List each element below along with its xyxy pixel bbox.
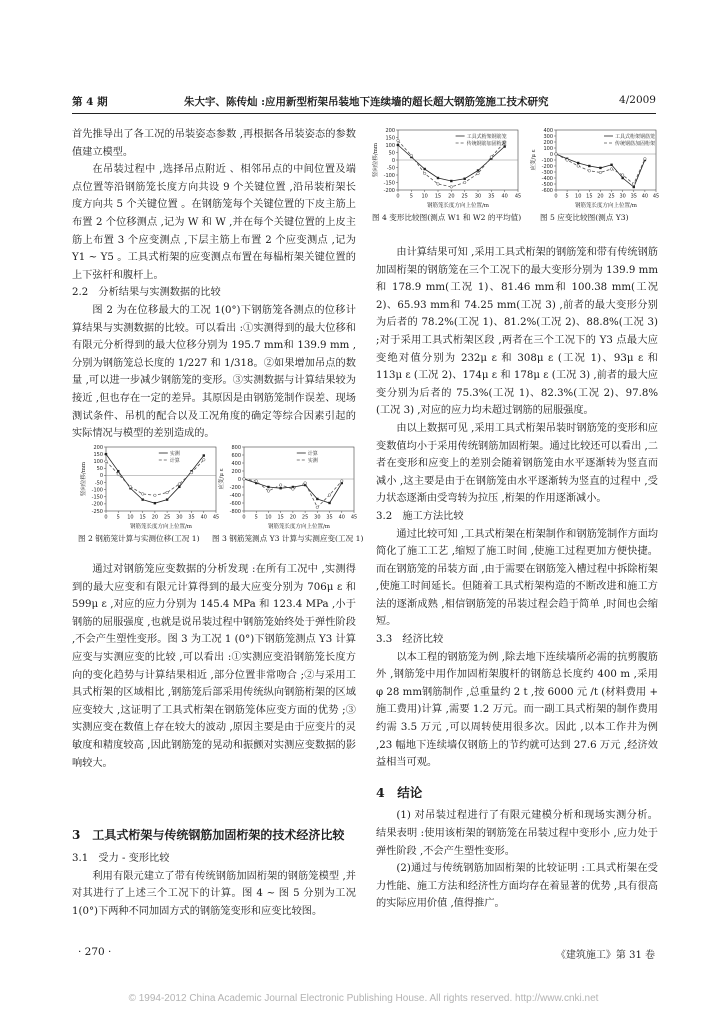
y-tick-label: -150: [383, 180, 395, 187]
section-3-title: 3 工具式桁架与传统钢筋加固桁架的技术经济比较: [72, 828, 345, 842]
paragraph-measure-points: 在吊装过程中 ,选择吊点附近 、相邻吊点的中间位置及端点位置等沿钢筋笼长度方向共设 9 个关键位置 ,沿吊装桁架长度方向共 5 个关键位置 。在钢筋笼每个关键位置的下皮主筋上布置 2 个位移测点 ,记为 W 和 W ,并在每个关键位置的上皮主筋上布置 3 个应变测点 ,下层主筋上布置 2 个应变测点 ,记为 Y1 ~ Y5 。工具式桁架的应变测点布置在每榀桁架关键位置的上下弦杆和腹杆上。: [72, 164, 356, 281]
data-point: [304, 482, 307, 485]
x-tick-label: 20: [448, 193, 455, 200]
legend-label: 计算: [169, 457, 180, 464]
y-tick-label: -400: [229, 492, 241, 499]
y-axis-label: 竖向位移/mm: [373, 142, 379, 178]
data-point: [599, 171, 602, 174]
data-point: [267, 490, 270, 493]
y-tick-label: -600: [541, 187, 553, 194]
x-tick-label: 30: [619, 193, 626, 200]
data-point: [577, 162, 579, 164]
figure-2-chart: [80, 443, 220, 531]
left-column-top: [72, 126, 356, 443]
data-point: [316, 498, 318, 500]
left-column-section-3: [72, 826, 356, 920]
left-column-bottom: [72, 561, 356, 772]
x-tick-label: 25: [301, 514, 309, 521]
data-point: [316, 506, 319, 509]
legend-label: 传统钢筋加固桁架: [615, 140, 656, 147]
data-point: [178, 483, 181, 486]
data-point: [117, 470, 119, 472]
x-axis-label: 钢筋笼长度方向上位置/m: [426, 203, 490, 209]
data-point: [437, 183, 440, 186]
figure-4-chart: [372, 126, 522, 210]
data-point: [154, 494, 157, 497]
x-tick-label: 25: [608, 193, 615, 200]
x-tick-label: 15: [434, 193, 442, 200]
x-tick-label: 35: [488, 193, 495, 200]
x-tick-label: 45: [350, 514, 358, 521]
series-line: [398, 145, 505, 181]
data-point: [340, 480, 343, 483]
x-tick-label: 15: [139, 514, 146, 521]
x-tick-label: 10: [127, 514, 134, 521]
x-tick-label: 45: [514, 193, 522, 200]
figure-2-caption: 图 2 钢筋笼计算与实测位移(工况 1): [78, 534, 200, 543]
data-point: [255, 480, 258, 483]
paragraph-fig2: 图 2 为在位移最大的工况 1(0°)下钢筋笼各测点的位移计算结果与实测数据的比较。可以看出 :①实测得到的最大位移和有限元分析得到的最大位移分别为 195.7 mm和 139.9 mm ,分别为钢筋笼总长度的 1/227 和 1/318。②如果增加吊点的数量 ,可以进一步减少钢筋笼的变形。③实测数据与计算结果较为接近 ,但也存在一定的差异。其原因是由钢筋笼制作误差、现场测试条件、吊机的配合以及工况角度的确定等综合因素引起的实际情况与模型的差别造成的。: [72, 304, 356, 440]
section-2-2-title: 2.2 分析结果与实测数据的比较: [72, 287, 221, 299]
y-tick-label: 100: [543, 145, 553, 152]
y-tick-label: 0: [549, 151, 553, 158]
y-tick-label: -600: [229, 500, 241, 507]
figure-3: [218, 443, 358, 531]
data-point: [117, 473, 120, 476]
y-tick-label: -200: [91, 501, 103, 508]
data-point: [610, 168, 613, 171]
y-tick-label: -50: [94, 480, 103, 487]
data-point: [328, 494, 331, 497]
x-tick-label: 15: [277, 514, 284, 521]
figure-2: [80, 443, 220, 531]
running-header: [72, 94, 656, 112]
x-tick-label: 5: [254, 514, 258, 521]
paragraph-3-1: 利用有限元建立了带有传统钢筋加固桁架的钢筋笼模型 ,并对其进行了上述三个工况下的计算。图 4 ~ 图 5 分别为工况 1(0°)下两种不同加固方式的钢筋笼变形和应变比较图。: [72, 870, 356, 917]
y-tick-label: 300: [543, 133, 553, 140]
x-tick-label: 20: [151, 514, 159, 521]
data-point: [141, 493, 144, 496]
y-axis-label: 应变/μ ε: [219, 468, 225, 490]
data-point: [292, 488, 295, 491]
header-rule: [72, 113, 656, 114]
data-point: [588, 165, 590, 167]
x-axis-label: 钢筋笼长度方向上位置/m: [267, 524, 331, 530]
data-point: [267, 486, 269, 488]
figure-5-chart: [530, 126, 660, 210]
data-point: [105, 460, 108, 463]
data-point: [202, 459, 205, 462]
data-point: [477, 172, 480, 175]
x-tick-label: 0: [242, 514, 246, 521]
data-point: [633, 186, 635, 188]
data-point: [190, 471, 193, 474]
y-tick-label: 200: [543, 139, 553, 146]
data-point: [437, 177, 439, 179]
y-tick-label: 200: [231, 468, 241, 475]
section-3-3-title: 3.3 经济比较: [376, 634, 444, 646]
data-point: [621, 177, 623, 179]
copyright-footer: © 1994-2012 China Academic Journal Electronic Publishing House. All rights reserved. http://www.cnki.net: [128, 993, 599, 1004]
data-point: [477, 169, 479, 171]
x-tick-label: 5: [565, 193, 569, 200]
y-tick-label: 150: [385, 135, 395, 142]
y-tick-label: -200: [383, 187, 395, 194]
conclusion-2: (2)通过与传统钢筋加固桁架的比较证明 :工具式桁架在受力性能、施工方法和经济性方面均存在着显著的优势 ,具有很高的实际应用价值 ,值得推广。: [376, 863, 658, 910]
figure-5: [530, 126, 660, 210]
y-tick-label: 200: [385, 127, 395, 134]
legend-label: 实测: [307, 457, 318, 464]
running-title: 朱大宇、陈传灿 :应用新型桁架吊装地下连续墙的超长超大钢筋笼施工技术研究: [184, 96, 549, 108]
y-tick-label: 400: [231, 460, 241, 467]
data-point: [243, 478, 246, 481]
x-tick-label: 35: [326, 514, 333, 521]
y-tick-label: -300: [541, 169, 553, 176]
data-point: [599, 167, 601, 169]
y-tick-label: -100: [383, 172, 395, 179]
series-line: [556, 154, 645, 187]
data-point: [105, 453, 107, 455]
section-3-1-title: 3.1 受力 - 变形比较: [72, 853, 170, 864]
x-tick-label: 5: [409, 193, 413, 200]
issue-date: 4/2009: [619, 94, 656, 106]
data-point: [328, 502, 330, 504]
data-point: [178, 486, 180, 488]
journal-name: 《建筑施工》第 31 卷: [555, 950, 655, 961]
legend-label: 计算: [307, 450, 318, 457]
y-tick-label: -800: [229, 508, 241, 515]
data-point: [129, 486, 132, 489]
figure-4-caption: 图 4 变形比较图(测点 W1 和 W2 的平均值): [372, 213, 522, 222]
data-point: [463, 178, 465, 180]
data-point: [279, 487, 281, 489]
y-tick-label: -100: [91, 487, 103, 494]
figure-4: [372, 126, 522, 210]
data-point: [397, 139, 400, 142]
right-column: [376, 244, 658, 913]
y-tick-label: -150: [91, 494, 103, 501]
y-tick-label: 50: [96, 466, 103, 473]
legend-label: 实测: [169, 450, 180, 457]
data-point: [450, 186, 453, 189]
data-point: [450, 180, 452, 182]
x-tick-label: 0: [104, 514, 108, 521]
data-point: [577, 165, 580, 168]
x-tick-label: 45: [652, 193, 660, 200]
y-tick-label: 0: [391, 157, 395, 164]
legend-label: 工具式桁架钢筋笼: [466, 133, 507, 140]
data-point: [410, 154, 413, 157]
paragraph-summary: 由以上数据可见 ,采用工具式桁架吊装时钢筋笼的变形和应变数值均小于采用传统钢筋加固桁架。通过比较还可以看出 ,二者在变形和应变上的差别会随着钢筋笼由水平逐渐转为竖直而减小 ,这主要是由于在钢筋笼由水平逐渐转为竖直的过程中 ,受力状态逐渐由受弯转为拉压 ,桁架的作用逐渐减小。: [376, 422, 658, 505]
data-point: [154, 502, 156, 504]
data-point: [632, 183, 635, 186]
paragraph-3-3: 以本工程的钢筋笼为例 ,除去地下连续墙所必需的抗剪腹筋外 ,钢筋笼中用作加固桁架腹杆的钢筋总长度约 400 m ,采用 φ 28 mm钢筋制作 ,总重量约 2 t ,按 6000 元 /t (材料费用 + 施工费用)计算 ,需要 1.2 万元。而一副工具式桁架的制作费用约需 3.5 万元 ,可以周转使用很多次。因此 ,以本工作井为例 ,23 幅地下连续墙仅钢筋上的节约就可达到 27.6 万元 ,经济效益相当可观。: [376, 651, 658, 769]
series-line: [106, 460, 204, 496]
y-tick-label: -200: [229, 484, 241, 491]
section-3-2-title: 3.2 施工方法比较: [376, 510, 464, 522]
y-tick-label: 150: [93, 451, 103, 458]
figure-5-caption: 图 5 应变比较图(测点 Y3): [540, 213, 629, 222]
y-tick-label: 600: [231, 452, 241, 459]
y-tick-label: -400: [541, 175, 553, 182]
x-tick-label: 40: [200, 514, 207, 521]
figure-3-chart: [218, 443, 358, 531]
data-point: [644, 158, 647, 161]
data-point: [397, 144, 399, 146]
y-axis-label: 应变/μ ε: [531, 149, 537, 171]
issue-number: 第 4 期: [72, 96, 108, 108]
y-tick-label: -100: [541, 157, 553, 164]
x-tick-label: 45: [212, 514, 220, 521]
y-tick-label: 100: [385, 142, 395, 149]
data-point: [566, 159, 569, 162]
y-tick-label: 0: [99, 473, 103, 480]
x-tick-label: 10: [421, 193, 428, 200]
data-point: [621, 174, 624, 177]
y-tick-label: 800: [231, 444, 241, 451]
y-tick-label: -200: [541, 163, 553, 170]
x-tick-label: 0: [396, 193, 400, 200]
paragraph-fig3: 通过对钢筋笼应变数据的分析发现 :在所有工况中 ,实测得到的最大应变和有限元计算得到的最大应变分别为 706μ ε 和 599μ ε ,对应的应力分别为 145.4 MPa 和 123.4 MPa ,小于钢筋的屈服强度 ,也就是说吊装过程中钢筋笼始终处于弹性阶段 ,不会产生塑性变形。图 3 为工况 1 (0°)下钢筋笼测点 Y3 计算应变与实测应变的比较 ,可以看出 :①实测应变沿钢筋笼长度方向的变化趋势与计算结果相近 ,部分位置非常吻合 ;②与采用工具式桁架的区域相比 ,钢筋笼后部采用传统纵向钢筋桁架的区域应变较大 ,这证明了工具式桁架在钢筋笼体应变方面的优势 ;③实测应变在数值上存在较大的波动 ,原因主要是由于应变片的灵敏度和精度较高 ,因此钢筋笼的晃动和振颤对实测应变数据的影响较大。: [72, 564, 356, 769]
y-tick-label: 200: [93, 444, 103, 451]
y-tick-label: -250: [91, 508, 103, 515]
x-tick-label: 40: [641, 193, 649, 200]
x-tick-label: 35: [630, 193, 637, 200]
data-point: [423, 172, 426, 175]
x-tick-label: 25: [163, 514, 171, 521]
x-tick-label: 40: [501, 193, 508, 200]
section-4-title: 4 结论: [376, 784, 423, 800]
series-line: [244, 479, 342, 507]
x-tick-label: 20: [289, 514, 297, 521]
data-point: [490, 156, 493, 159]
x-tick-label: 25: [461, 193, 468, 200]
paragraph-3-2: 通过比较可知 ,工具式桁架在桁架制作和钢筋笼制作方面均简化了施工工艺 ,缩短了施工时间 ,使施工过程更加方便快捷。而在钢筋笼的吊装方面 ,由于需要在钢筋笼入槽过程中拆除桁架 ,使施工时间延长。但随着工具式桁架构造的不断改进和施工方法的逐渐成熟 ,相信钢筋笼的吊装过程会趋于简单 ,时间也会缩短。: [376, 528, 658, 628]
y-tick-label: -500: [541, 181, 553, 188]
x-tick-label: 30: [176, 514, 183, 521]
legend-label: 工具式桁架钢筋笼: [615, 133, 656, 140]
data-point: [555, 153, 558, 156]
x-tick-label: 30: [314, 514, 321, 521]
x-tick-label: 10: [265, 514, 272, 521]
figure-3-caption: 图 3 钢筋笼测点 Y3 计算与实测应变(工况 1): [212, 534, 364, 543]
x-tick-label: 30: [474, 193, 482, 200]
x-tick-label: 10: [575, 193, 582, 200]
paragraph-intro: 首先推导出了各工况的吊装姿态参数 ,再根据各吊装姿态的参数值建立模型。: [72, 129, 356, 158]
data-point: [588, 170, 591, 173]
x-tick-label: 5: [116, 514, 120, 521]
x-tick-label: 40: [338, 514, 345, 521]
data-point: [166, 491, 169, 494]
x-tick-label: 35: [188, 514, 195, 521]
data-point: [166, 498, 168, 500]
y-axis-label: 竖向位移/mm: [81, 461, 87, 497]
data-point: [423, 168, 425, 170]
x-axis-label: 钢筋笼长度方向上位置/m: [574, 203, 638, 209]
x-tick-label: 20: [597, 193, 604, 200]
x-tick-label: 0: [554, 193, 558, 200]
x-tick-label: 15: [586, 193, 593, 200]
y-tick-label: 400: [543, 127, 553, 134]
data-point: [203, 454, 205, 456]
data-point: [141, 498, 143, 500]
y-tick-label: 0: [237, 476, 241, 483]
data-point: [279, 484, 282, 487]
page-number: · 270 ·: [78, 946, 112, 958]
paragraph-compare: 由计算结果可知 ,采用工具式桁架的钢筋笼和带有传统钢筋加固桁架的钢筋笼在三个工况下的最大变形分别为 139.9 mm和 178.9 mm(工况 1)、81.46 mm和 100.38 mm(工况 2)、65.93 mm和 74.25 mm(工况 3) ,前者的最大变形分别为后者的 78.2%(工况 1)、81.2%(工况 2)、88.8%(工况 3) ;对于采用工具式桁架区段 ,两者在三个工况下的 Y3 点最大应变绝对值分别为 232μ ε 和 308μ ε (工况 1)、93μ ε 和 113μ ε (工况 2)、174μ ε 和 178μ ε (工况 3) ,前者的最大应变分别为后者的 75.3%(工况 1)、82.3%(工况 2)、97.8%(工况 3) ,对应的应力均未超过钢筋的屈服强度。: [376, 247, 658, 417]
y-tick-label: 100: [93, 459, 103, 466]
data-point: [610, 164, 612, 166]
y-tick-label: 50: [388, 150, 395, 157]
y-tick-label: -50: [386, 165, 395, 172]
conclusion-1: (1) 对吊装过程进行了有限元建模分析和现场实测分析。结果表明 :使用该桁架的钢筋笼在吊装过程中变形小 ,应力处于弹性阶段 ,不会产生塑性变形。: [376, 810, 658, 857]
x-axis-label: 钢筋笼长度方向上位置/m: [129, 524, 193, 530]
data-point: [463, 181, 466, 184]
legend-label: 传统钢筋加固桁架: [466, 140, 507, 147]
